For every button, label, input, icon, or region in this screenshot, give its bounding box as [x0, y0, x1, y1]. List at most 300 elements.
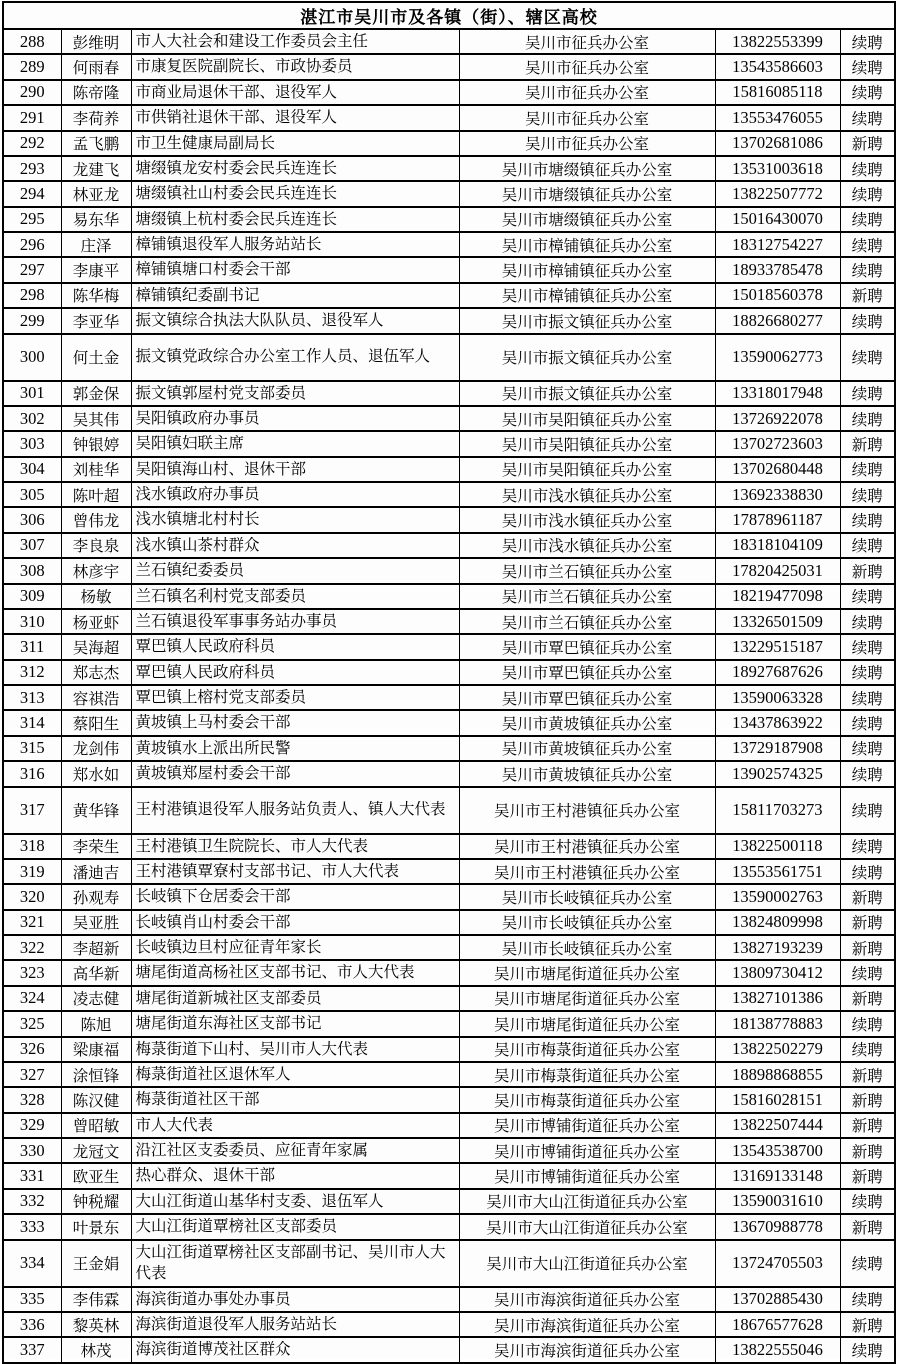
- row-id-cell: 335: [3, 1287, 61, 1312]
- office-cell: 吴川市樟铺镇征兵办公室: [459, 257, 715, 282]
- office-cell: 吴川市樟铺镇征兵办公室: [459, 232, 715, 257]
- title-cell: 市人大社会和建设工作委员会主任: [131, 29, 459, 54]
- table-row: [3, 131, 895, 156]
- name-cell: 何雨春: [61, 54, 131, 79]
- name-cell: 刘桂华: [61, 457, 131, 482]
- office-cell: 吴川市梅菉街道征兵办公室: [459, 1037, 715, 1062]
- phone-cell: 17878961187: [715, 507, 840, 532]
- status-cell: 续聘: [840, 308, 895, 333]
- table-row: [3, 584, 895, 609]
- office-cell: 吴川市海滨街道征兵办公室: [459, 1287, 715, 1312]
- title-cell: 塘尾街道高杨社区支部书记、市人大代表: [131, 960, 459, 985]
- office-cell: 吴川市大山江街道征兵办公室: [459, 1189, 715, 1214]
- status-cell: 新聘: [840, 1138, 895, 1163]
- phone-cell: 13724705503: [715, 1240, 840, 1287]
- title-cell: 市供销社退休干部、退役军人: [131, 105, 459, 130]
- office-cell: 吴川市覃巴镇征兵办公室: [459, 685, 715, 710]
- name-cell: 容祺浩: [61, 685, 131, 710]
- title-cell: 浅水镇山茶村群众: [131, 533, 459, 558]
- name-cell: 彭维明: [61, 29, 131, 54]
- status-cell: 新聘: [840, 884, 895, 909]
- phone-cell: 13822502279: [715, 1037, 840, 1062]
- title-cell: 振文镇郭屋村党支部委员: [131, 381, 459, 406]
- office-cell: 吴川市博铺街道征兵办公室: [459, 1113, 715, 1138]
- row-id-cell: 313: [3, 685, 61, 710]
- title-cell: 大山江街道覃榜社区支部委员: [131, 1214, 459, 1239]
- table-row: [3, 533, 895, 558]
- table-row: [3, 308, 895, 333]
- office-cell: 吴川市博铺街道征兵办公室: [459, 1138, 715, 1163]
- row-id-cell: 306: [3, 507, 61, 532]
- phone-cell: 13670988778: [715, 1214, 840, 1239]
- phone-cell: 13590062773: [715, 334, 840, 381]
- name-cell: 杨敏: [61, 584, 131, 609]
- status-cell: 续聘: [840, 533, 895, 558]
- status-cell: 续聘: [840, 105, 895, 130]
- row-id-cell: 325: [3, 1011, 61, 1036]
- name-cell: 陈汉健: [61, 1087, 131, 1112]
- office-cell: 吴川市长岐镇征兵办公室: [459, 935, 715, 960]
- phone-cell: 15018560378: [715, 283, 840, 308]
- table-row: [3, 859, 895, 884]
- status-cell: 续聘: [840, 1011, 895, 1036]
- office-cell: 吴川市长岐镇征兵办公室: [459, 910, 715, 935]
- title-cell: 塘尾街道东海社区支部书记: [131, 1011, 459, 1036]
- office-cell: 吴川市征兵办公室: [459, 54, 715, 79]
- row-id-cell: 332: [3, 1189, 61, 1214]
- status-cell: 新聘: [840, 1062, 895, 1087]
- name-cell: 李荷养: [61, 105, 131, 130]
- title-cell: 海滨街道博茂社区群众: [131, 1337, 459, 1362]
- row-id-cell: 300: [3, 334, 61, 381]
- title-cell: 黄坡镇上马村委会干部: [131, 710, 459, 735]
- table-row: [3, 156, 895, 181]
- phone-cell: 13702885430: [715, 1287, 840, 1312]
- row-id-cell: 298: [3, 283, 61, 308]
- row-id-cell: 293: [3, 156, 61, 181]
- table-row: [3, 1062, 895, 1087]
- table-row: [3, 1138, 895, 1163]
- row-id-cell: 316: [3, 761, 61, 786]
- name-cell: 吴海超: [61, 634, 131, 659]
- status-cell: 新聘: [840, 1113, 895, 1138]
- status-cell: 续聘: [840, 207, 895, 232]
- row-id-cell: 288: [3, 29, 61, 54]
- name-cell: 郑水如: [61, 761, 131, 786]
- row-id-cell: 301: [3, 381, 61, 406]
- title-cell: 兰石镇名利村党支部委员: [131, 584, 459, 609]
- title-cell: 兰石镇纪委委员: [131, 558, 459, 583]
- row-id-cell: 297: [3, 257, 61, 282]
- title-cell: 市商业局退休干部、退役军人: [131, 80, 459, 105]
- table-row: [3, 1037, 895, 1062]
- title-cell: 热心群众、退休干部: [131, 1163, 459, 1188]
- table-row: [3, 960, 895, 985]
- phone-cell: 13824809998: [715, 910, 840, 935]
- row-id-cell: 324: [3, 986, 61, 1011]
- table-row: [3, 935, 895, 960]
- row-id-cell: 333: [3, 1214, 61, 1239]
- phone-cell: 13702681086: [715, 131, 840, 156]
- name-cell: 陈华梅: [61, 283, 131, 308]
- name-cell: 李伟霖: [61, 1287, 131, 1312]
- status-cell: 续聘: [840, 406, 895, 431]
- table-row: [3, 1113, 895, 1138]
- office-cell: 吴川市振文镇征兵办公室: [459, 308, 715, 333]
- title-cell: 塘缀镇龙安村委会民兵连连长: [131, 156, 459, 181]
- name-cell: 欧亚生: [61, 1163, 131, 1188]
- status-cell: 续聘: [840, 584, 895, 609]
- row-id-cell: 331: [3, 1163, 61, 1188]
- name-cell: 孟飞鹏: [61, 131, 131, 156]
- table-row: [3, 181, 895, 206]
- phone-cell: 13590063328: [715, 685, 840, 710]
- phone-cell: 13702680448: [715, 457, 840, 482]
- office-cell: 吴川市塘尾街道征兵办公室: [459, 986, 715, 1011]
- row-id-cell: 312: [3, 660, 61, 685]
- name-cell: 凌志健: [61, 986, 131, 1011]
- row-id-cell: 328: [3, 1087, 61, 1112]
- name-cell: 杨亚虾: [61, 609, 131, 634]
- title-cell: 王村港镇退役军人服务站负责人、镇人大代表: [131, 787, 459, 834]
- phone-cell: 13531003618: [715, 156, 840, 181]
- office-cell: 吴川市浅水镇征兵办公室: [459, 507, 715, 532]
- title-cell: 王村港镇卫生院院长、市人大代表: [131, 834, 459, 859]
- phone-cell: 18318104109: [715, 533, 840, 558]
- status-cell: 续聘: [840, 334, 895, 381]
- name-cell: 梁康福: [61, 1037, 131, 1062]
- phone-cell: 15816028151: [715, 1087, 840, 1112]
- office-cell: 吴川市征兵办公室: [459, 131, 715, 156]
- phone-cell: 13692338830: [715, 482, 840, 507]
- row-id-cell: 326: [3, 1037, 61, 1062]
- status-cell: 续聘: [840, 609, 895, 634]
- row-id-cell: 321: [3, 910, 61, 935]
- title-cell: 浅水镇政府办事员: [131, 482, 459, 507]
- table-header-row: [3, 2, 895, 29]
- name-cell: 林茂: [61, 1337, 131, 1362]
- phone-cell: 13822500118: [715, 834, 840, 859]
- row-id-cell: 311: [3, 634, 61, 659]
- phone-cell: 13822507444: [715, 1113, 840, 1138]
- office-cell: 吴川市梅菉街道征兵办公室: [459, 1062, 715, 1087]
- status-cell: 续聘: [840, 1240, 895, 1287]
- phone-cell: 13326501509: [715, 609, 840, 634]
- table-row: [3, 986, 895, 1011]
- row-id-cell: 320: [3, 884, 61, 909]
- phone-cell: 18312754227: [715, 232, 840, 257]
- office-cell: 吴川市黄坡镇征兵办公室: [459, 710, 715, 735]
- title-cell: 黄坡镇水上派出所民警: [131, 736, 459, 761]
- title-cell: 大山江街道山基华村支委、退伍军人: [131, 1189, 459, 1214]
- phone-cell: 13902574325: [715, 761, 840, 786]
- name-cell: 何土金: [61, 334, 131, 381]
- row-id-cell: 291: [3, 105, 61, 130]
- title-cell: 沿江社区支委委员、应征青年家属: [131, 1138, 459, 1163]
- table-row: [3, 1011, 895, 1036]
- phone-cell: 13318017948: [715, 381, 840, 406]
- office-cell: 吴川市浅水镇征兵办公室: [459, 482, 715, 507]
- table-row: [3, 105, 895, 130]
- status-cell: 续聘: [840, 787, 895, 834]
- office-cell: 吴川市兰石镇征兵办公室: [459, 584, 715, 609]
- name-cell: 王金娟: [61, 1240, 131, 1287]
- status-cell: 续聘: [840, 1037, 895, 1062]
- table-row: [3, 457, 895, 482]
- status-cell: 新聘: [840, 1312, 895, 1337]
- office-cell: 吴川市长岐镇征兵办公室: [459, 884, 715, 909]
- row-id-cell: 289: [3, 54, 61, 79]
- name-cell: 蔡阳生: [61, 710, 131, 735]
- name-cell: 吴亚胜: [61, 910, 131, 935]
- phone-cell: 18933785478: [715, 257, 840, 282]
- phone-cell: 13590031610: [715, 1189, 840, 1214]
- table-row: [3, 381, 895, 406]
- office-cell: 吴川市大山江街道征兵办公室: [459, 1214, 715, 1239]
- office-cell: 吴川市大山江街道征兵办公室: [459, 1240, 715, 1287]
- phone-cell: 17820425031: [715, 558, 840, 583]
- row-id-cell: 317: [3, 787, 61, 834]
- title-cell: 塘缀镇社山村委会民兵连连长: [131, 181, 459, 206]
- status-cell: 新聘: [840, 910, 895, 935]
- office-cell: 吴川市吴阳镇征兵办公室: [459, 406, 715, 431]
- table-row: [3, 761, 895, 786]
- status-cell: 续聘: [840, 54, 895, 79]
- row-id-cell: 305: [3, 482, 61, 507]
- title-cell: 兰石镇退役军事事务站办事员: [131, 609, 459, 634]
- name-cell: 李荣生: [61, 834, 131, 859]
- status-cell: 新聘: [840, 431, 895, 456]
- phone-cell: 13553476055: [715, 105, 840, 130]
- table-row: [3, 29, 895, 54]
- table-row: [3, 431, 895, 456]
- phone-cell: 13169133148: [715, 1163, 840, 1188]
- status-cell: 续聘: [840, 482, 895, 507]
- title-cell: 王村港镇覃寮村支部书记、市人大代表: [131, 859, 459, 884]
- phone-cell: 13553561751: [715, 859, 840, 884]
- table-row: [3, 1214, 895, 1239]
- row-id-cell: 302: [3, 406, 61, 431]
- status-cell: 续聘: [840, 761, 895, 786]
- name-cell: 黄华锋: [61, 787, 131, 834]
- office-cell: 吴川市博铺街道征兵办公室: [459, 1163, 715, 1188]
- table-row: [3, 685, 895, 710]
- name-cell: 涂恒锋: [61, 1062, 131, 1087]
- name-cell: 黎英林: [61, 1312, 131, 1337]
- phone-cell: 13822507772: [715, 181, 840, 206]
- name-cell: 叶景东: [61, 1214, 131, 1239]
- status-cell: 续聘: [840, 685, 895, 710]
- status-cell: 续聘: [840, 660, 895, 685]
- title-cell: 浅水镇塘北村村长: [131, 507, 459, 532]
- phone-cell: 13543586603: [715, 54, 840, 79]
- status-cell: 续聘: [840, 80, 895, 105]
- office-cell: 吴川市海滨街道征兵办公室: [459, 1312, 715, 1337]
- name-cell: 李亚华: [61, 308, 131, 333]
- status-cell: 续聘: [840, 960, 895, 985]
- table-row: [3, 1240, 895, 1287]
- title-cell: 吴阳镇海山村、退休干部: [131, 457, 459, 482]
- row-id-cell: 310: [3, 609, 61, 634]
- row-id-cell: 315: [3, 736, 61, 761]
- table-row: [3, 80, 895, 105]
- name-cell: 钟银婷: [61, 431, 131, 456]
- office-cell: 吴川市征兵办公室: [459, 105, 715, 130]
- phone-cell: 13822553399: [715, 29, 840, 54]
- name-cell: 吴其伟: [61, 406, 131, 431]
- phone-cell: 15016430070: [715, 207, 840, 232]
- phone-cell: 13827193239: [715, 935, 840, 960]
- title-cell: 振文镇综合执法大队队员、退役军人: [131, 308, 459, 333]
- table-row: [3, 257, 895, 282]
- title-cell: 长岐镇边旦村应征青年家长: [131, 935, 459, 960]
- row-id-cell: 290: [3, 80, 61, 105]
- table-row: [3, 634, 895, 659]
- phone-cell: 18138778883: [715, 1011, 840, 1036]
- status-cell: 续聘: [840, 232, 895, 257]
- status-cell: 续聘: [840, 457, 895, 482]
- office-cell: 吴川市王村港镇征兵办公室: [459, 834, 715, 859]
- table-row: [3, 834, 895, 859]
- row-id-cell: 292: [3, 131, 61, 156]
- office-cell: 吴川市振文镇征兵办公室: [459, 334, 715, 381]
- table-row: [3, 660, 895, 685]
- title-cell: 樟铺镇纪委副书记: [131, 283, 459, 308]
- status-cell: 新聘: [840, 986, 895, 1011]
- office-cell: 吴川市塘缀镇征兵办公室: [459, 207, 715, 232]
- phone-cell: 13702723603: [715, 431, 840, 456]
- office-cell: 吴川市吴阳镇征兵办公室: [459, 431, 715, 456]
- title-cell: 樟铺镇退役军人服务站站长: [131, 232, 459, 257]
- status-cell: 新聘: [840, 558, 895, 583]
- title-cell: 市康复医院副院长、市政协委员: [131, 54, 459, 79]
- table-row: [3, 910, 895, 935]
- title-cell: 梅菉街道社区干部: [131, 1087, 459, 1112]
- status-cell: 续聘: [840, 1189, 895, 1214]
- row-id-cell: 304: [3, 457, 61, 482]
- name-cell: 林亚龙: [61, 181, 131, 206]
- status-cell: 新聘: [840, 1163, 895, 1188]
- office-cell: 吴川市吴阳镇征兵办公室: [459, 457, 715, 482]
- table-row: [3, 1287, 895, 1312]
- phone-cell: 18898868855: [715, 1062, 840, 1087]
- office-cell: 吴川市浅水镇征兵办公室: [459, 533, 715, 558]
- status-cell: 续聘: [840, 710, 895, 735]
- office-cell: 吴川市塘缀镇征兵办公室: [459, 156, 715, 181]
- office-cell: 吴川市樟铺镇征兵办公室: [459, 283, 715, 308]
- office-cell: 吴川市兰石镇征兵办公室: [459, 558, 715, 583]
- phone-cell: 13229515187: [715, 634, 840, 659]
- name-cell: 李康平: [61, 257, 131, 282]
- table-row: [3, 884, 895, 909]
- status-cell: 续聘: [840, 257, 895, 282]
- name-cell: 陈帝隆: [61, 80, 131, 105]
- table-row: [3, 736, 895, 761]
- office-cell: 吴川市王村港镇征兵办公室: [459, 787, 715, 834]
- status-cell: 续聘: [840, 859, 895, 884]
- table-row: [3, 54, 895, 79]
- staff-roster-table: [2, 1, 896, 1364]
- status-cell: 续聘: [840, 1287, 895, 1312]
- table-row: [3, 558, 895, 583]
- status-cell: 续聘: [840, 181, 895, 206]
- row-id-cell: 319: [3, 859, 61, 884]
- phone-cell: 13729187908: [715, 736, 840, 761]
- table-row: [3, 1087, 895, 1112]
- table-row: [3, 283, 895, 308]
- office-cell: 吴川市兰石镇征兵办公室: [459, 609, 715, 634]
- status-cell: 续聘: [840, 381, 895, 406]
- name-cell: 李良泉: [61, 533, 131, 558]
- table-row: [3, 334, 895, 381]
- title-cell: 吴阳镇政府办事员: [131, 406, 459, 431]
- row-id-cell: 322: [3, 935, 61, 960]
- name-cell: 高华新: [61, 960, 131, 985]
- office-cell: 吴川市塘尾街道征兵办公室: [459, 1011, 715, 1036]
- name-cell: 孙观寿: [61, 884, 131, 909]
- table-row: [3, 1189, 895, 1214]
- title-cell: 市人大代表: [131, 1113, 459, 1138]
- title-cell: 覃巴镇上榕村党支部委员: [131, 685, 459, 710]
- office-cell: 吴川市塘尾街道征兵办公室: [459, 960, 715, 985]
- office-cell: 吴川市海滨街道征兵办公室: [459, 1337, 715, 1362]
- status-cell: 续聘: [840, 634, 895, 659]
- title-cell: 市卫生健康局副局长: [131, 131, 459, 156]
- name-cell: 李超新: [61, 935, 131, 960]
- name-cell: 陈旭: [61, 1011, 131, 1036]
- office-cell: 吴川市黄坡镇征兵办公室: [459, 761, 715, 786]
- name-cell: 易东华: [61, 207, 131, 232]
- title-cell: 梅菉街道社区退休军人: [131, 1062, 459, 1087]
- office-cell: 吴川市梅菉街道征兵办公室: [459, 1087, 715, 1112]
- table-title: 湛江市吴川市及各镇（街）、辖区高校: [3, 2, 895, 29]
- title-cell: 黄坡镇郑屋村委会干部: [131, 761, 459, 786]
- table-row: [3, 207, 895, 232]
- table-row: [3, 406, 895, 431]
- title-cell: 覃巴镇人民政府科员: [131, 634, 459, 659]
- name-cell: 郑志杰: [61, 660, 131, 685]
- status-cell: 续聘: [840, 736, 895, 761]
- name-cell: 龙建飞: [61, 156, 131, 181]
- title-cell: 樟铺镇塘口村委会干部: [131, 257, 459, 282]
- status-cell: 新聘: [840, 283, 895, 308]
- row-id-cell: 330: [3, 1138, 61, 1163]
- phone-cell: 13437863922: [715, 710, 840, 735]
- name-cell: 潘迪吉: [61, 859, 131, 884]
- row-id-cell: 337: [3, 1337, 61, 1362]
- status-cell: 新聘: [840, 1087, 895, 1112]
- table-row: [3, 1163, 895, 1188]
- name-cell: 曾昭敏: [61, 1113, 131, 1138]
- name-cell: 庄泽: [61, 232, 131, 257]
- title-cell: 吴阳镇妇联主席: [131, 431, 459, 456]
- phone-cell: 15811703273: [715, 787, 840, 834]
- name-cell: 龙冠文: [61, 1138, 131, 1163]
- phone-cell: 13543538700: [715, 1138, 840, 1163]
- table-row: [3, 482, 895, 507]
- phone-cell: 13809730412: [715, 960, 840, 985]
- row-id-cell: 323: [3, 960, 61, 985]
- phone-cell: 13822555046: [715, 1337, 840, 1362]
- status-cell: 续聘: [840, 834, 895, 859]
- phone-cell: 18826680277: [715, 308, 840, 333]
- status-cell: 续聘: [840, 1337, 895, 1362]
- table-body: [3, 29, 895, 1363]
- row-id-cell: 336: [3, 1312, 61, 1337]
- office-cell: 吴川市塘缀镇征兵办公室: [459, 181, 715, 206]
- name-cell: 曾伟龙: [61, 507, 131, 532]
- title-cell: 塘缀镇上杭村委会民兵连连长: [131, 207, 459, 232]
